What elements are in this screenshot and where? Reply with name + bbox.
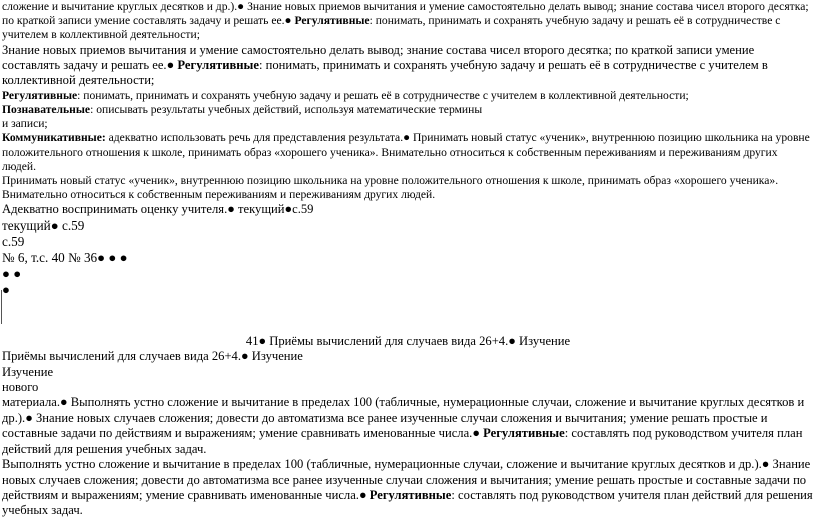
text-span: материала. xyxy=(2,395,60,410)
text-span: сложение и вычитание круглых десятков и др.). xyxy=(2,0,238,13)
bullet-icon: ● xyxy=(97,249,106,265)
paragraph-7 xyxy=(2,202,814,217)
text-span: 41 xyxy=(245,333,259,348)
bullet-icon: ● xyxy=(761,457,770,472)
bold-label: Познавательные xyxy=(2,103,91,117)
bullet-icon: ● xyxy=(119,249,128,265)
bullet-icon: ● xyxy=(472,426,480,441)
bold-label: Коммуникативные: xyxy=(2,131,106,145)
bullet-icon: ● xyxy=(284,202,293,217)
text-span: : составлять под руководством учителя план действий для решения учебных задач. xyxy=(2,426,803,456)
text-span: : описывать результаты учебных действий, используя математические термины xyxy=(90,103,483,117)
bullet-icon: ● xyxy=(241,349,249,364)
bold-label: Регулятивные xyxy=(483,426,565,441)
paragraph-2 xyxy=(2,43,814,89)
text-span: адекватно использовать речь для представления результата. xyxy=(105,131,404,145)
text-span: Знание новых случаев сложения; довести до автоматизма все ранее изученные случаи сложения и вычитания; умение решать простые и составные задачи по действиям и выражениям; умение сравнивать именованные числа. xyxy=(2,457,811,502)
text-span: : понимать, принимать и сохранять учебную задачу и решать её в сотрудничестве с учителем в коллективной деятельности; xyxy=(77,88,689,102)
bullet-icon: ● xyxy=(108,249,117,265)
text-span: с.59 xyxy=(58,217,85,233)
bullet-icon: ● xyxy=(2,265,10,281)
text-span: текущий xyxy=(234,202,285,217)
text-span: Знание новых приемов вычитания и умение самостоятельно делать вывод; знание состава чисел второго десятка; по краткой записи умение составлять задачу и решать ее. xyxy=(2,42,755,73)
bullet-icon: ● xyxy=(50,217,59,233)
text-span: : понимать, принимать и сохранять учебную задачу и решать её в сотрудничестве с учителем в коллективной деятельности; xyxy=(2,14,781,42)
text-span: текущий xyxy=(2,217,51,233)
paragraph-3 xyxy=(2,89,814,103)
text-span: : составлять под руководством учителя план действий для решения учебных задач. xyxy=(2,487,813,518)
bullets-line xyxy=(2,282,814,298)
bullet-icon: ● xyxy=(25,410,33,425)
bullet-icon: ● xyxy=(2,281,10,297)
text-span: Приёмы вычислений для случаев вида 26+4. xyxy=(2,349,241,364)
bullet-icon: ● xyxy=(237,0,245,13)
paragraph-1 xyxy=(2,0,814,43)
paragraph-5 xyxy=(2,131,814,174)
paragraph-6: Принимать новый статус «ученик», внутреннюю позицию школьника на уровне положительного отношения к школе, принимать образ «хорошего ученика». Внимательно относиться к собственным переживаниям и переживаниям других людей. xyxy=(2,174,779,202)
text-span: Принимать новый статус «ученик», внутреннюю позицию школьника на уровне положительного отношения к школе, принимать образ «хорошего ученика». Внимательно относиться к собственным переживаниям и переживаниям других людей. xyxy=(2,131,810,173)
bold-label: Регулятивные xyxy=(294,14,370,28)
paragraph-8 xyxy=(2,218,814,234)
paragraph-12: Изучение xyxy=(2,364,54,379)
bullet-icon: ● xyxy=(13,265,22,281)
paragraph-14 xyxy=(2,395,814,457)
bullet-icon: ● xyxy=(358,487,367,502)
paragraph-11 xyxy=(2,349,814,364)
bold-label: Регулятивные xyxy=(2,88,78,102)
bullets-line xyxy=(2,266,814,282)
paragraph-4 xyxy=(2,103,814,131)
bullet-icon: ● xyxy=(60,395,68,410)
text-span: № 6, т.с. 40 № 36 xyxy=(2,249,98,265)
vertical-divider xyxy=(1,290,2,324)
paragraph-13: нового xyxy=(2,380,39,395)
text-span: Приёмы вычислений для случаев вида 26+4. xyxy=(266,333,509,348)
text-span: Изучение xyxy=(515,333,571,348)
text-span: и записи; xyxy=(2,117,48,131)
bullet-icon: ● xyxy=(403,131,411,145)
bullet-icon: ● xyxy=(166,58,175,73)
bold-label: Регулятивные xyxy=(177,58,259,73)
bold-label: Регулятивные xyxy=(369,487,452,502)
paragraph-15 xyxy=(2,457,814,519)
bullet-icon: ● xyxy=(508,333,516,348)
lesson-heading xyxy=(2,334,814,349)
text-span: Знание новых случаев сложения; довести до автоматизма все ранее изученные случаи сложения и вычитания; умение решать простые и составные задачи по действиям и выражениям; умение сравнивать именованные числа. xyxy=(2,410,768,441)
text-span: : понимать, принимать и сохранять учебную задачу и решать её в сотрудничестве с учителем в коллективной деятельности; xyxy=(2,58,768,88)
text-span: с.59 xyxy=(292,202,314,217)
paragraph-9: с.59 xyxy=(2,233,25,249)
paragraph-10 xyxy=(2,250,814,266)
text-span: Адекватно воспринимать оценку учителя. xyxy=(2,202,228,217)
text-span: Выполнять устно сложение и вычитание в пределах 100 (табличные, нумерационные случаи, сложение и вычитание круглых десятков и др.). xyxy=(2,457,762,472)
bullet-icon: ● xyxy=(227,202,235,217)
text-span: Выполнять устно сложение и вычитание в пределах 100 (табличные, нумерационные случаи, сложение и вычитание круглых десятков и др.). xyxy=(2,395,805,425)
bullet-icon: ● xyxy=(284,14,292,28)
text-span: Знание новых приемов вычитания и умение самостоятельно делать вывод; знание состава чисел второго десятка; по краткой записи умение составлять задачу и решать ее. xyxy=(2,0,809,28)
bullet-icon: ● xyxy=(258,333,267,348)
text-span: Изучение xyxy=(248,349,303,364)
